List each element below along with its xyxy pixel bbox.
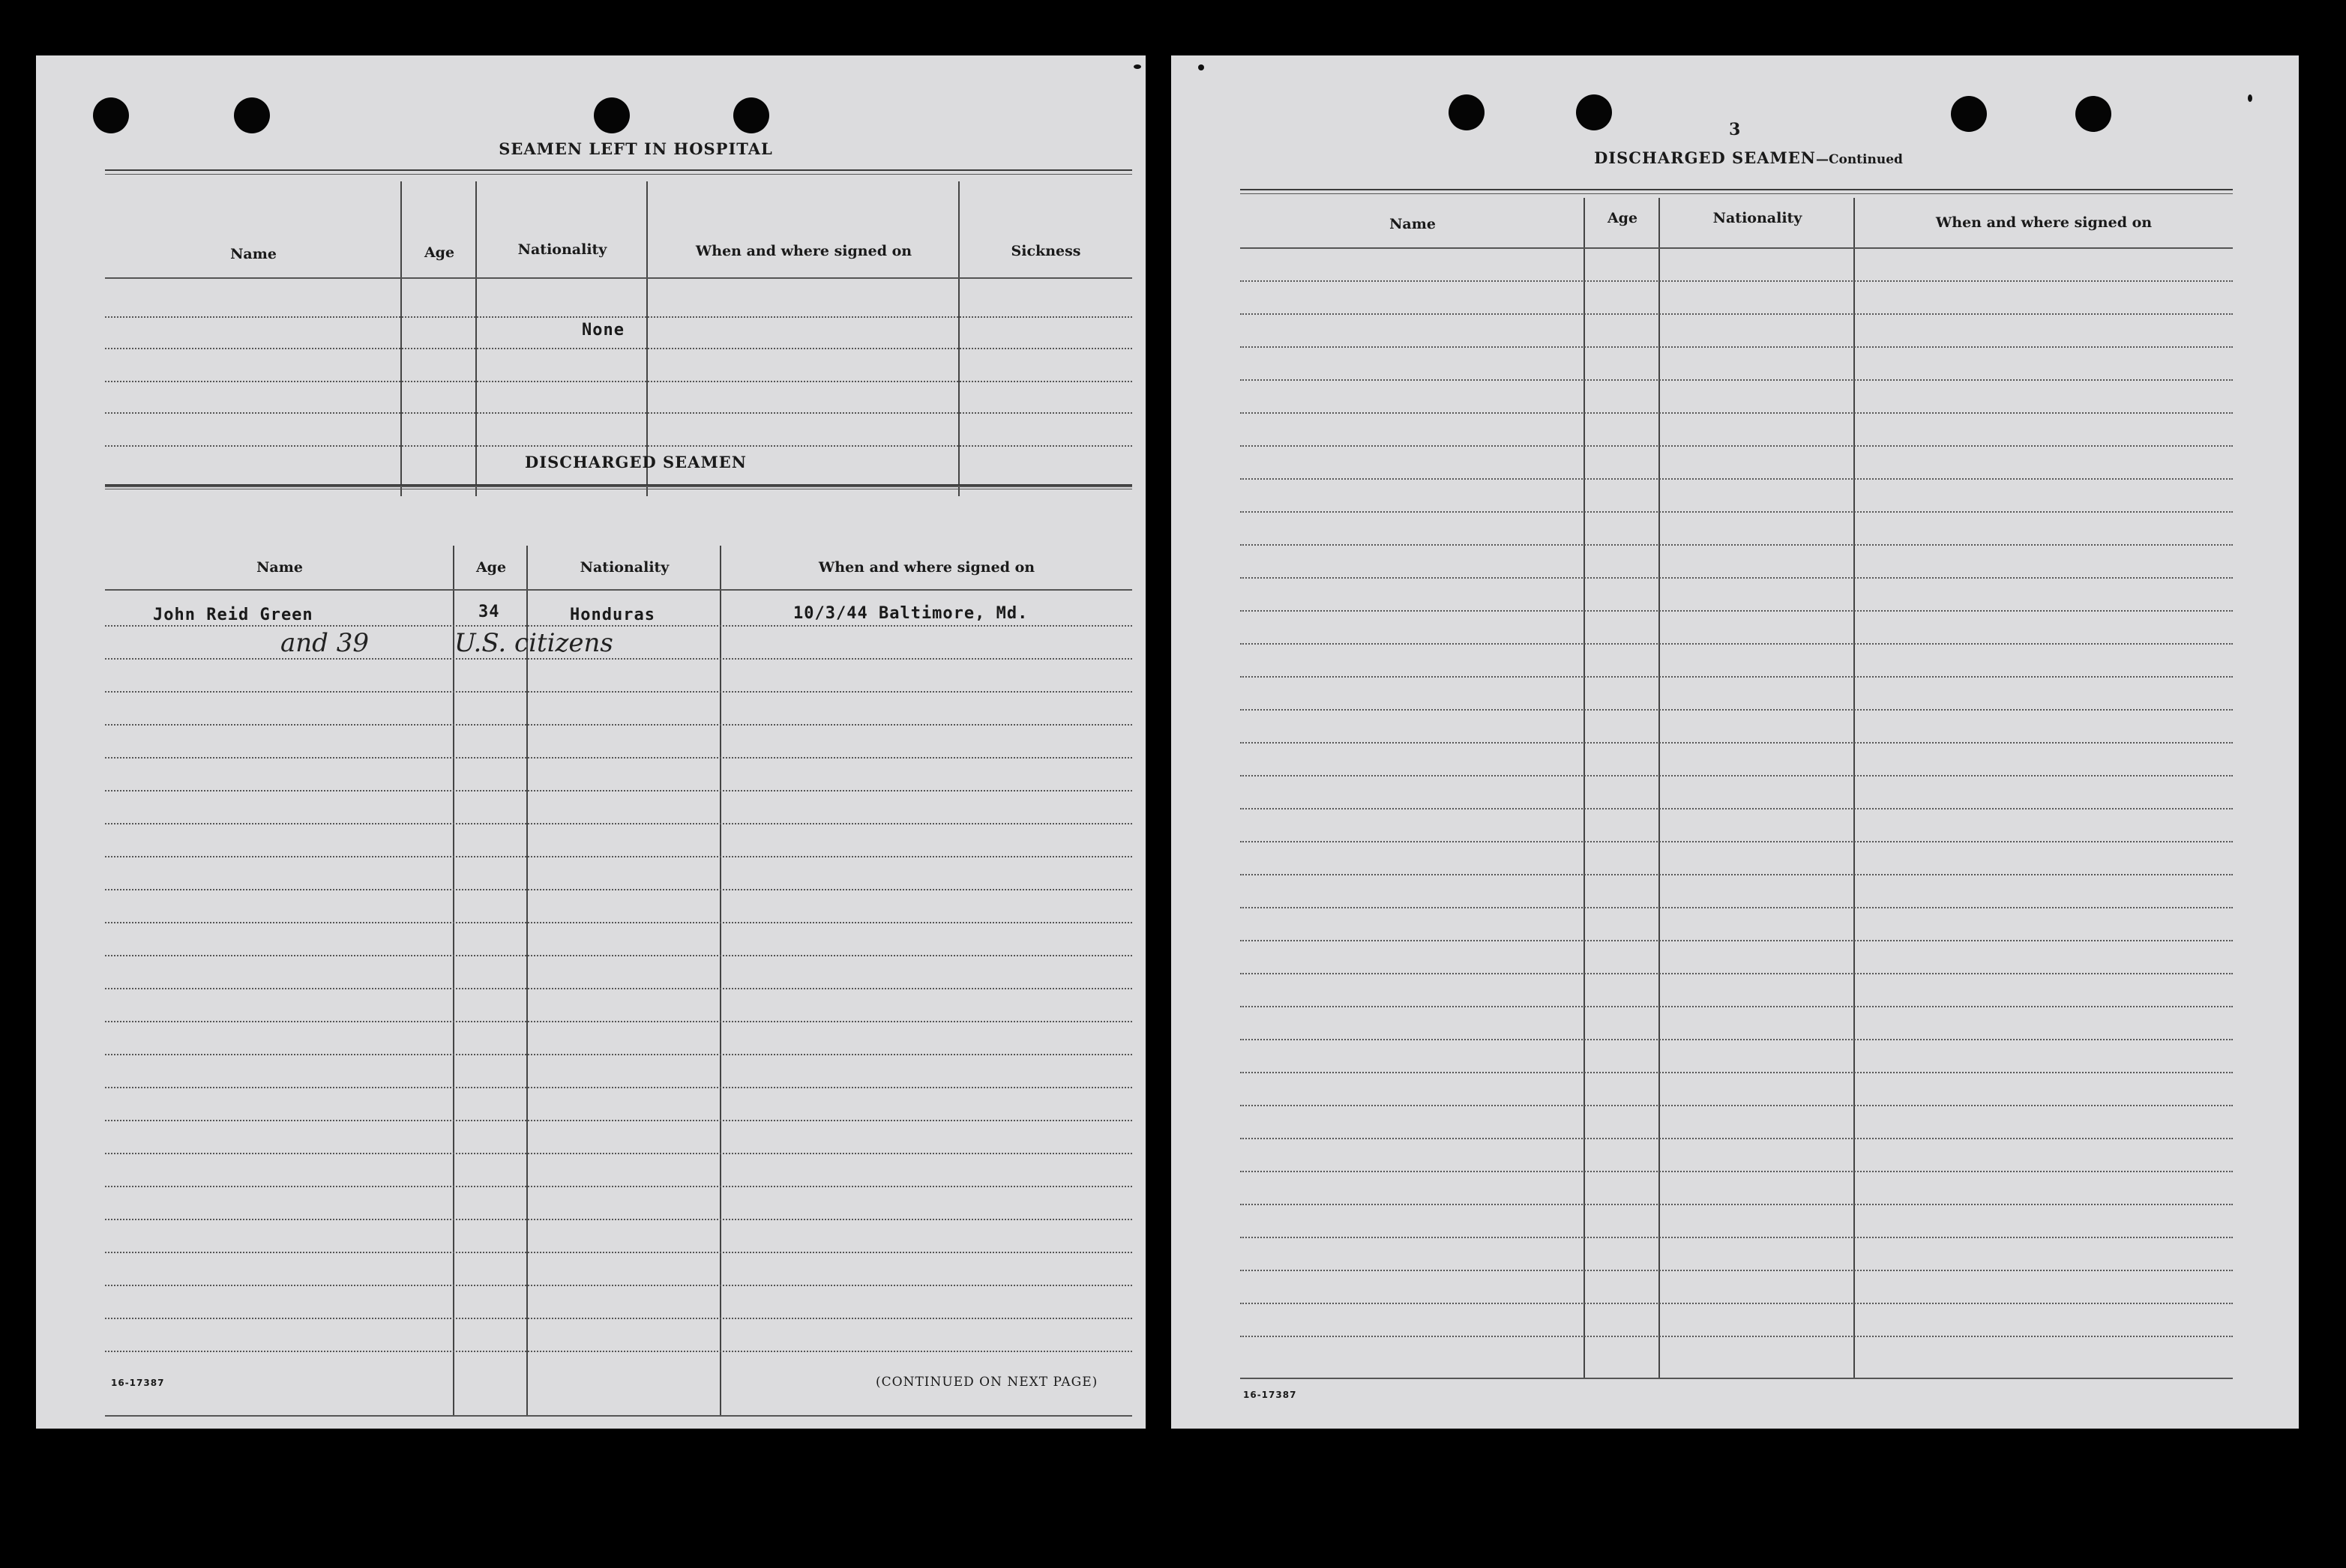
left-page (36, 55, 1146, 1429)
row-line (1240, 1237, 2233, 1238)
col-header-name: Name (230, 246, 277, 262)
row-line (1240, 280, 2233, 282)
row-line (105, 988, 1132, 989)
punch-hole (1576, 94, 1612, 130)
row-line (1240, 742, 2233, 744)
col-header-name: Name (256, 559, 303, 576)
row-line (105, 316, 1132, 318)
col-header-name: Name (1389, 216, 1436, 232)
row-line (105, 1415, 1132, 1417)
col-header-signed-on: When and where signed on (818, 559, 1035, 576)
column-divider (1853, 198, 1855, 1378)
rule (105, 484, 1132, 486)
discharged-table (105, 496, 1132, 1369)
row-line (1240, 1204, 2233, 1205)
row-line (105, 486, 1132, 487)
col-header-nationality: Nationality (517, 241, 607, 258)
row-line (105, 1318, 1132, 1319)
row-line (105, 445, 1132, 447)
row-line (105, 381, 1132, 382)
row-line (105, 757, 1132, 759)
col-header-signed-on: When and where signed on (1935, 214, 2153, 231)
row-line (1240, 1378, 2233, 1379)
entry-nationality: Honduras (570, 606, 655, 624)
handwritten-note: and 39 (280, 628, 370, 658)
row-line (1240, 1171, 2233, 1172)
row-line (1240, 940, 2233, 941)
punch-hole (733, 97, 769, 133)
col-header-age: Age (424, 244, 455, 261)
col-header-sickness: Sickness (1011, 243, 1081, 259)
punch-hole (93, 97, 129, 133)
column-divider (646, 181, 648, 496)
discharged-section-title: DISCHARGED SEAMEN (525, 453, 747, 471)
row-line (105, 1054, 1132, 1055)
row-line (105, 1087, 1132, 1088)
row-line (105, 1186, 1132, 1187)
row-line (105, 724, 1132, 726)
row-line (1240, 907, 2233, 908)
entry-name: John Reid Green (153, 606, 313, 624)
page-number: 3 (1729, 120, 1741, 139)
row-line (1240, 478, 2233, 480)
row-line (105, 823, 1132, 824)
row-line (105, 1252, 1132, 1253)
col-header-nationality: Nationality (580, 559, 670, 576)
row-line (1240, 676, 2233, 678)
form-code: 16-17387 (111, 1378, 165, 1388)
title-suffix: —Continued (1815, 152, 1903, 167)
row-line (1240, 808, 2233, 809)
row-line (1240, 577, 2233, 579)
row-line (1240, 1138, 2233, 1139)
column-divider (400, 181, 402, 496)
hospital-table (105, 181, 1132, 496)
row-line (105, 1021, 1132, 1022)
row-line (1240, 511, 2233, 513)
row-line (1240, 709, 2233, 711)
row-line (1240, 313, 2233, 315)
column-divider (958, 181, 960, 496)
discharged-continued-table (1240, 198, 2233, 1382)
row-line (1240, 346, 2233, 348)
row-line (1240, 445, 2233, 447)
column-divider (1583, 198, 1585, 1378)
row-line (105, 691, 1132, 693)
row-line (1240, 841, 2233, 842)
speck (2248, 94, 2252, 102)
row-line (1240, 1105, 2233, 1106)
column-divider (475, 181, 477, 496)
rule (105, 174, 1132, 175)
rule (1240, 189, 2233, 190)
row-line (105, 348, 1132, 349)
entry-age: 34 (478, 603, 500, 621)
punch-hole (1449, 94, 1485, 130)
row-line (105, 1120, 1132, 1121)
row-line (1240, 643, 2233, 645)
hospital-entry-none: None (582, 321, 625, 340)
speck (1134, 64, 1141, 69)
header-rule (105, 589, 1132, 591)
row-line (105, 1351, 1132, 1352)
row-line (1240, 874, 2233, 875)
row-line (1240, 775, 2233, 777)
row-line (1240, 1006, 2233, 1007)
speck (1198, 64, 1204, 70)
right-page (1171, 55, 2299, 1429)
row-line (105, 790, 1132, 791)
row-line (1240, 1303, 2233, 1304)
row-line (105, 658, 1132, 660)
row-line (1240, 1072, 2233, 1073)
col-header-signed-on: When and where signed on (695, 243, 912, 259)
hospital-section-title: SEAMEN LEFT IN HOSPITAL (499, 139, 773, 158)
row-line (105, 955, 1132, 956)
punch-hole (594, 97, 630, 133)
header-rule (1240, 247, 2233, 249)
punch-hole (234, 97, 270, 133)
continued-note: (CONTINUED ON NEXT PAGE) (876, 1375, 1098, 1390)
row-line (1240, 379, 2233, 381)
row-line (1240, 610, 2233, 612)
row-line (105, 856, 1132, 857)
row-line (1240, 1336, 2233, 1337)
rule (105, 169, 1132, 171)
section-title (1494, 148, 2003, 167)
row-line (1240, 1039, 2233, 1040)
row-line (105, 1219, 1132, 1220)
column-divider (1658, 198, 1660, 1378)
row-line (105, 412, 1132, 414)
row-line (1240, 1270, 2233, 1271)
row-line (105, 889, 1132, 890)
handwritten-note: U.S. citizens (454, 628, 613, 658)
col-header-age: Age (475, 559, 507, 576)
entry-signed-on: 10/3/44 Baltimore, Md. (793, 604, 1029, 623)
rule (1240, 193, 2233, 194)
row-line (105, 922, 1132, 923)
row-line (1240, 412, 2233, 414)
title-main: DISCHARGED SEAMEN (1594, 148, 1816, 167)
form-code: 16-17387 (1243, 1390, 1297, 1400)
row-line (105, 1153, 1132, 1154)
punch-hole (2075, 96, 2111, 132)
row-line (105, 625, 1132, 627)
row-line (1240, 544, 2233, 546)
row-line (1240, 973, 2233, 974)
punch-hole (1951, 96, 1987, 132)
col-header-age: Age (1607, 210, 1638, 226)
header-rule (105, 277, 1132, 279)
col-header-nationality: Nationality (1712, 210, 1802, 226)
row-line (105, 1285, 1132, 1286)
